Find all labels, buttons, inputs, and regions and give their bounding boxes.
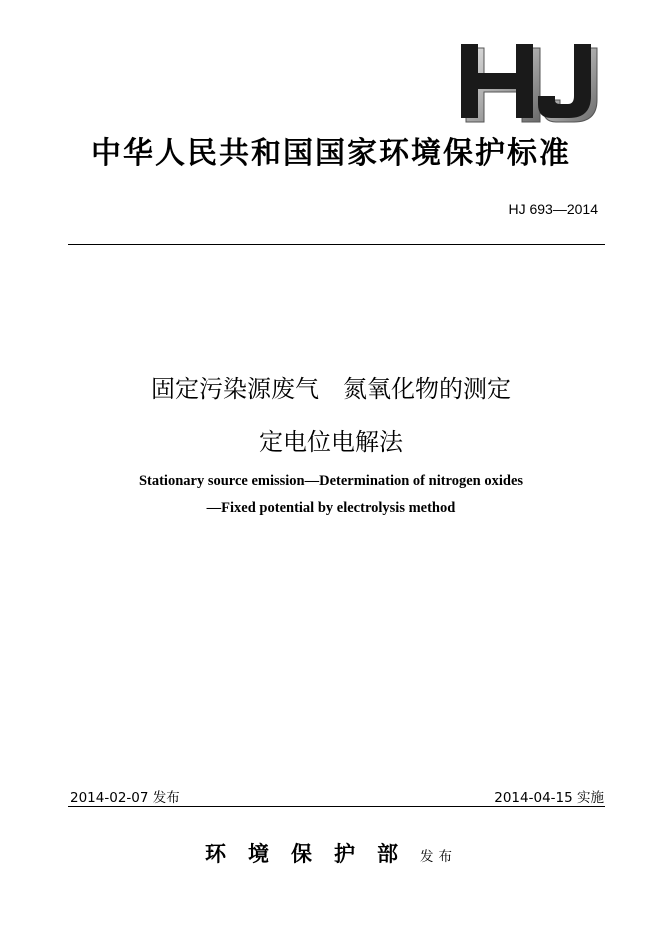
publisher-organization: 环境保护部	[205, 841, 420, 866]
publisher-issue-word: 发布	[420, 849, 457, 865]
title-en-line1: Stationary source emission—Determination of nitrogen oxides	[138, 473, 524, 489]
title-zh-line2: 定电位电解法	[259, 428, 403, 456]
issue-date: 2014-02-07 发布	[70, 790, 180, 806]
agency-title: 中华人民共和国国家环境保护标准	[91, 136, 571, 171]
publisher-line	[0, 838, 662, 868]
title-zh-line1: 固定污染源废气 氮氧化物的测定	[151, 375, 511, 403]
standard-number: HJ 693—2014	[508, 201, 598, 217]
hj-logo-icon	[452, 40, 602, 124]
title-en-line2: —Fixed potential by electrolysis method	[206, 500, 456, 516]
header-divider	[68, 244, 605, 245]
footer-divider	[68, 806, 605, 807]
implementation-date: 2014-04-15 实施	[494, 790, 604, 806]
